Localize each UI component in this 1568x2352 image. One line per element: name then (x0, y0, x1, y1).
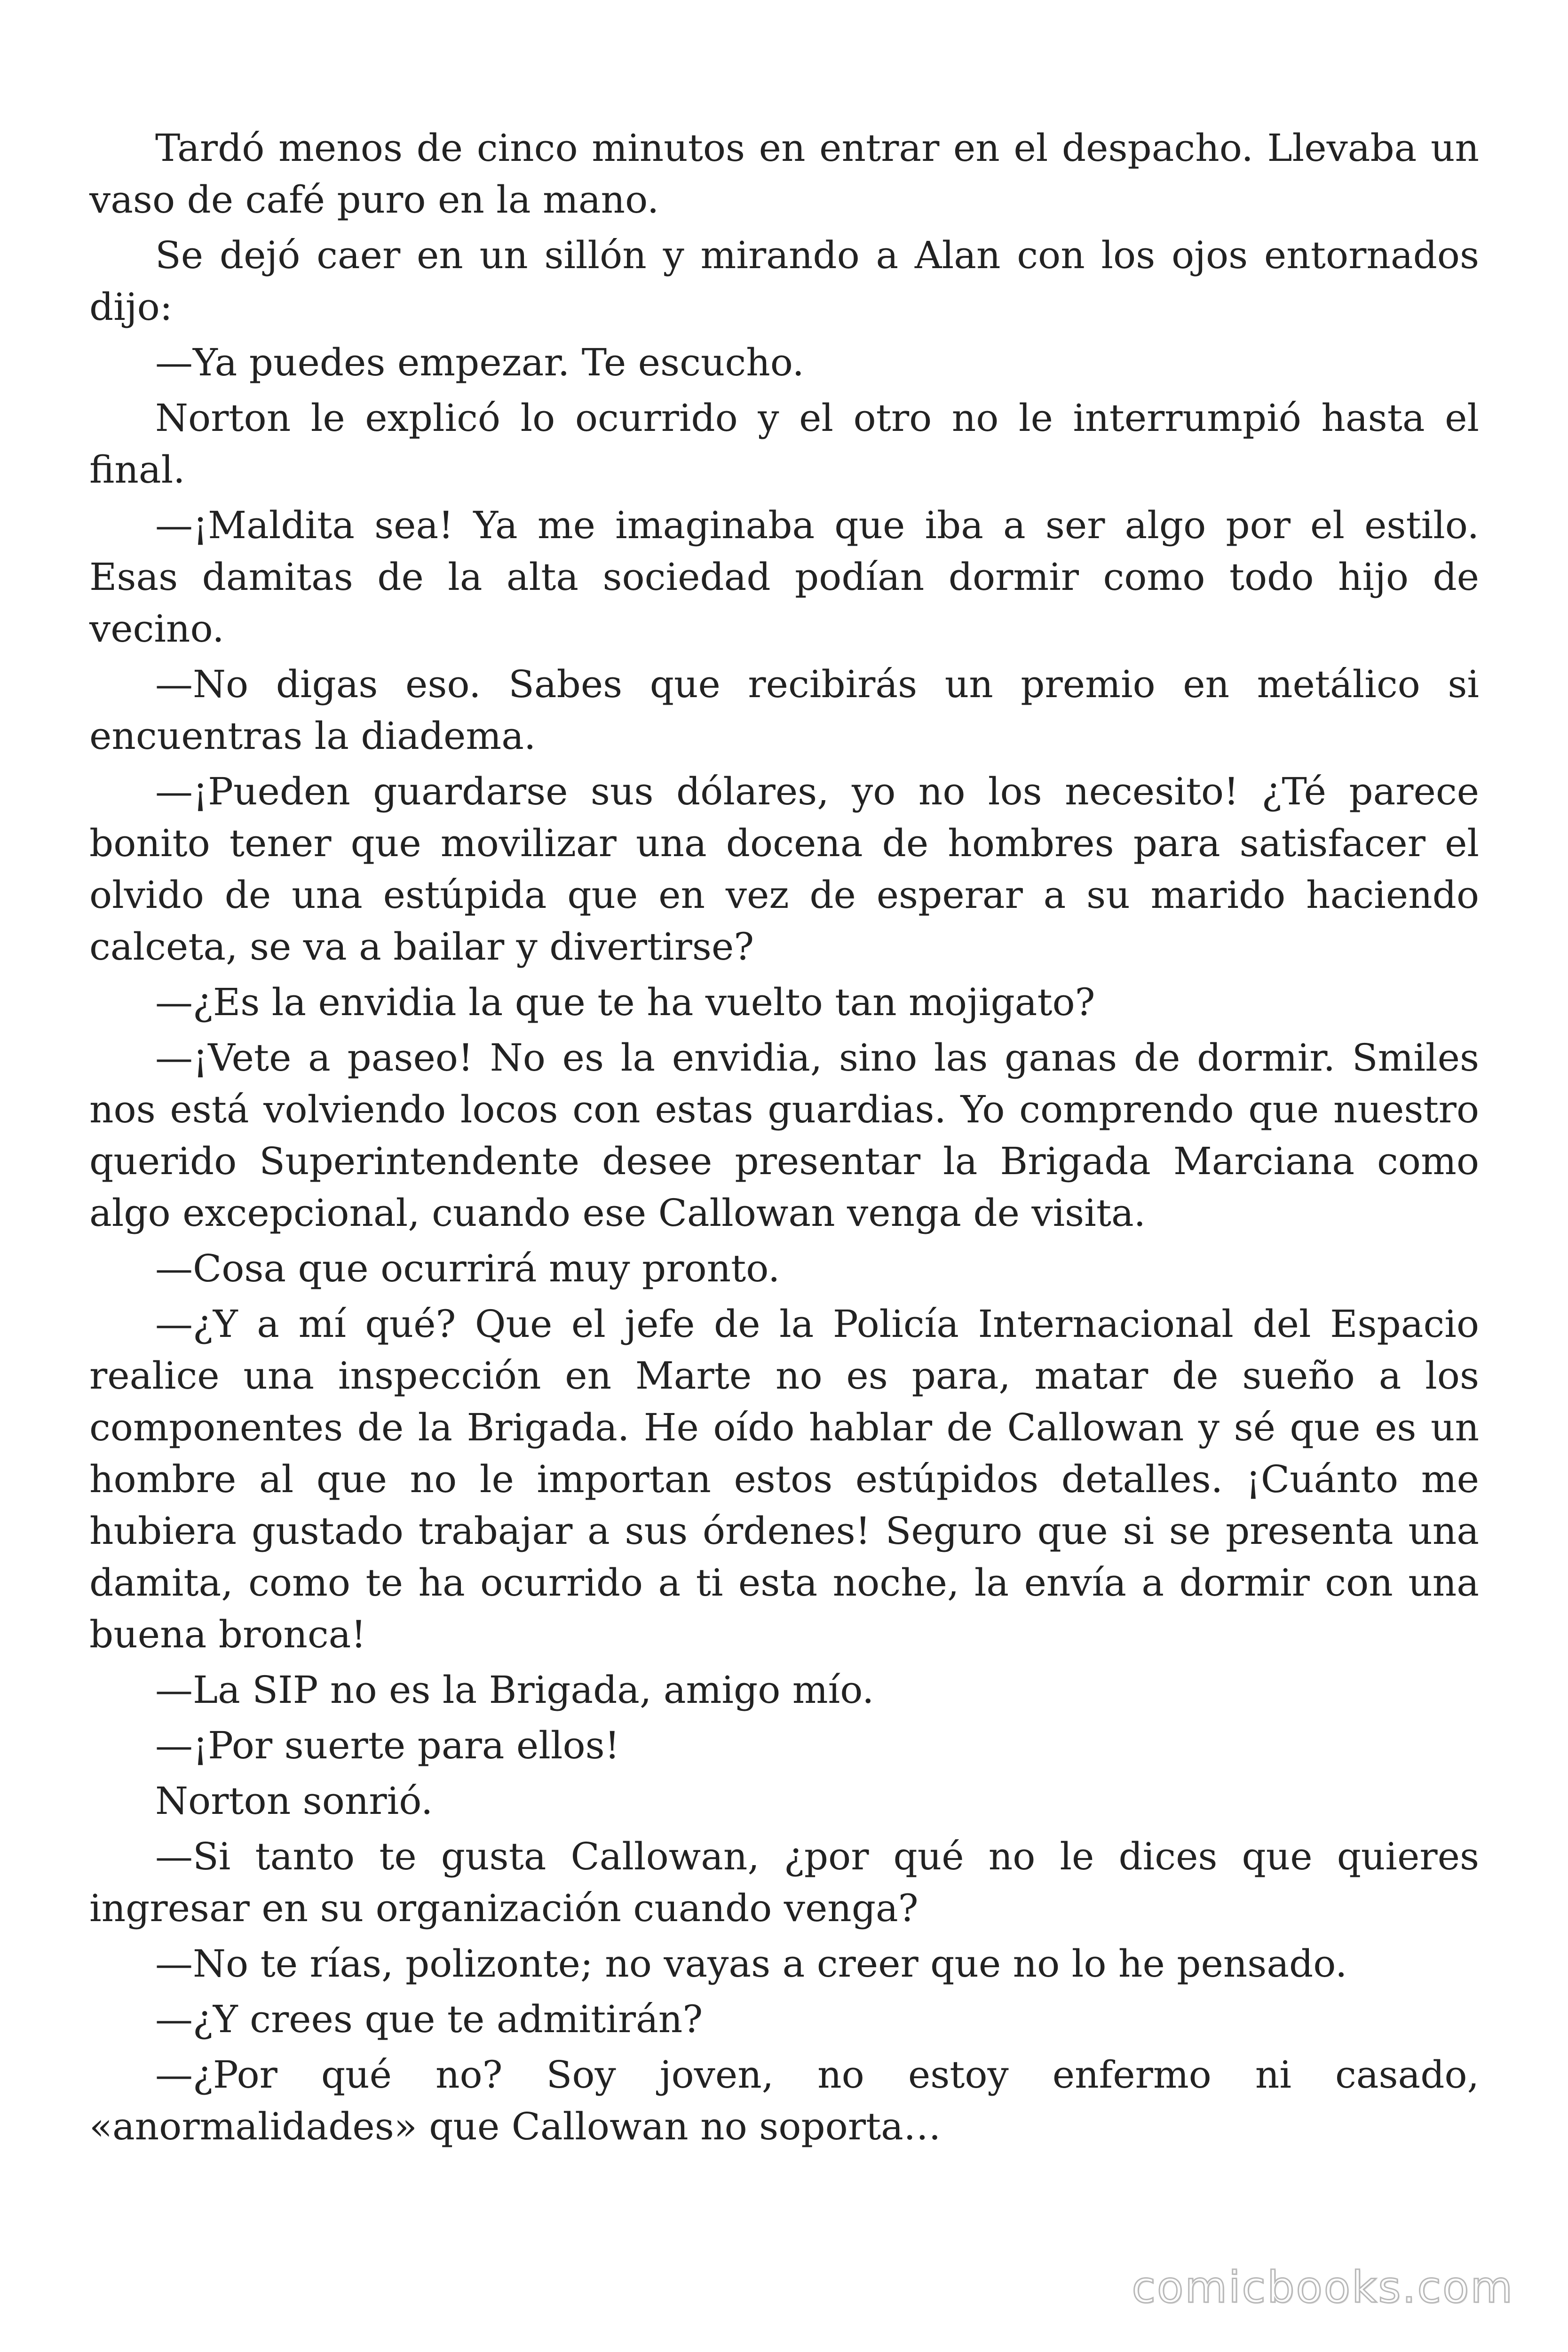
paragraph: —Cosa que ocurrirá muy pronto. (155, 1247, 780, 1290)
paragraph: —¿Es la envidia la que te ha vuelto tan mojigato? (155, 980, 1095, 1024)
paragraph: —¡Vete a paseo! No es la envidia, sino las ganas de dormir. Smiles nos está volviendo locos con estas guardias. Yo comprendo que nuestro querido Superintendente desee presentar la Brigada Marciana como algo excepcional, cuando ese Callowan venga de visita. (89, 1036, 1479, 1235)
paragraph: Norton sonrió. (155, 1779, 433, 1823)
paragraph: —La SIP no es la Brigada, amigo mío. (155, 1668, 874, 1712)
page-text-block (89, 122, 1479, 2156)
paragraph: Norton le explicó lo ocurrido y el otro no le interrumpió hasta el final. (89, 396, 1479, 492)
watermark: comicbooks.com (1132, 2262, 1514, 2312)
paragraph: —¿Y a mí qué? Que el jefe de la Policía Internacional del Espacio realice una inspección en Marte no es para, matar de sueño a los componentes de la Brigada. He oído hablar de Callowan y sé que es un hombre al que no le importan estos estúpidos detalles. ¡Cuánto me hubiera gustado trabajar a sus órdenes! Seguro que si se presenta una damita, como te ha ocurrido a ti esta noche, la envía a dormir con una buena bronca! (89, 1302, 1479, 1656)
paragraph: —No te rías, polizonte; no vayas a creer que no lo he pensado. (155, 1942, 1347, 1986)
paragraph: Se dejó caer en un sillón y mirando a Alan con los ojos entornados dijo: (89, 233, 1479, 329)
paragraph: —¡Pueden guardarse sus dólares, yo no los necesito! ¿Té parece bonito tener que movilizar una docena de hombres para satisfacer el olvido de una estúpida que en vez de esperar a su marido haciendo calceta, se va a bailar y divertirse? (89, 770, 1479, 969)
paragraph: —¡Maldita sea! Ya me imaginaba que iba a ser algo por el estilo. Esas damitas de la alta sociedad podían dormir como todo hijo de vecino. (89, 503, 1479, 651)
paragraph: —¿Y crees que te admitirán? (155, 1997, 703, 2041)
paragraph: —¡Por suerte para ellos! (155, 1724, 620, 1767)
paragraph: —Ya puedes empezar. Te escucho. (155, 341, 804, 384)
paragraph: —No digas eso. Sabes que recibirás un premio en metálico si encuentras la diadema. (89, 662, 1479, 758)
paragraph: Tardó menos de cinco minutos en entrar en el despacho. Llevaba un vaso de café puro en la mano. (89, 126, 1479, 222)
paragraph: —¿Por qué no? Soy joven, no estoy enfermo ni casado, «anormalidades» que Callowan no soporta… (89, 2053, 1479, 2148)
paragraph: —Si tanto te gusta Callowan, ¿por qué no le dices que quieres ingresar en su organización cuando venga? (89, 1835, 1479, 1930)
